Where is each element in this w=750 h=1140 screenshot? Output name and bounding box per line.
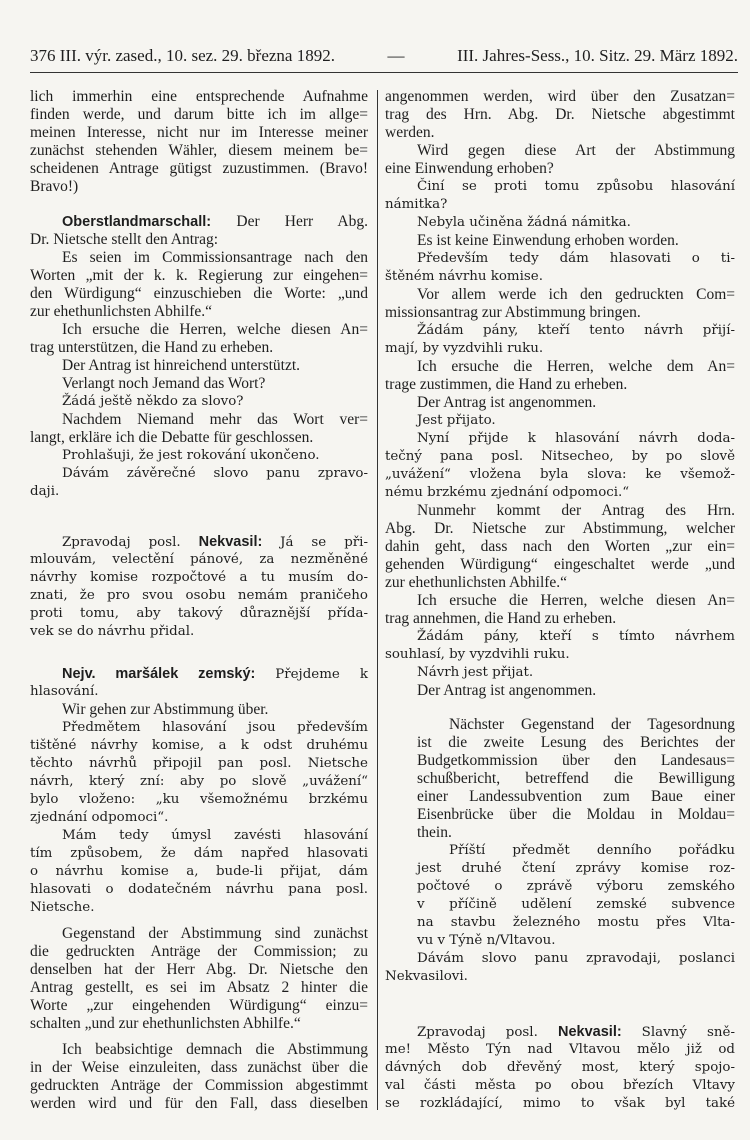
paragraph <box>385 250 735 286</box>
text-line: gedruckten Anträge der Commission abgestimmt <box>30 1077 368 1094</box>
text-line: Budgetkommission über den Landesaus= <box>417 752 735 769</box>
text-line: finden werde, und darum bitte ich im allge= <box>30 106 368 123</box>
speaker-name: Oberstlandmarschall: <box>62 214 237 230</box>
text-line: se rozkládající, mimo to však byl také <box>385 1096 735 1111</box>
text-line: Wird gegen diese Art der Abstimmung <box>417 142 735 159</box>
text-line: návrhy komise rozpočtové a tu musím do- <box>30 570 368 585</box>
text-line: Dávám závěrečné slovo panu zpravo- <box>62 466 368 481</box>
header-separator: — <box>387 46 405 65</box>
paragraph <box>385 358 735 394</box>
paragraph <box>30 213 368 249</box>
speaker-name: Nejv. maršálek zemský: <box>62 666 276 682</box>
text-line: Žádám pány, kteří s tímto návrhem <box>417 629 735 644</box>
text-line: Worte „zur eingehenden Würdigung“ einzu= <box>30 997 368 1014</box>
text-line: Verlangt noch Jemand das Wort? <box>62 375 266 392</box>
text-line: thein. <box>417 824 452 841</box>
text-line: jest druhé čtení zprávy komise roz- <box>417 861 735 876</box>
text-line: Žádá ještě někdo za slovo? <box>62 394 244 409</box>
header-german: III. Jahres-Sess., 10. Sitz. 29. März 1892. <box>457 46 738 65</box>
speaker-name: Nekvasil: <box>558 1024 642 1040</box>
text-line: denselben hat der Herr Abg. Dr. Nietsche den <box>30 961 368 978</box>
speaker-title: Zpravodaj posl. <box>62 535 199 550</box>
paragraph <box>385 142 735 178</box>
text-line: Předmětem hlasování jsou především <box>62 720 368 735</box>
text-line: missionsantrag zur Abstimmung bringen. <box>385 304 641 321</box>
text-line: Nunmehr kommt der Antrag des Hrn. <box>417 502 735 519</box>
text-line: Vor allem werde ich den gedruckten Com= <box>417 286 735 303</box>
paragraph <box>30 925 368 1033</box>
text-line: Es ist keine Einwendung erhoben worden. <box>417 232 679 249</box>
paragraph <box>385 950 735 986</box>
text-line: Žádám pány, kteří tento návrh přijí- <box>417 323 735 338</box>
text-line: zjednání odpomoci“. <box>30 810 169 825</box>
text-line: vek se do návrhu přidal. <box>30 624 195 639</box>
paragraph <box>385 502 735 592</box>
text-line: lich immerhin eine entsprechende Aufnahme <box>30 88 368 105</box>
text-line: zur ehethunlichsten Abhilfe.“ <box>30 303 213 320</box>
paragraph <box>385 592 735 628</box>
paragraph <box>30 1041 368 1113</box>
paragraph <box>30 249 368 321</box>
paragraph <box>385 214 735 232</box>
text-line: eine Einwendung erhoben? <box>385 160 554 177</box>
text-line: meinen Interesse, nicht nur im Interesse meiner <box>30 124 368 141</box>
text-line: Der Antrag ist hinreichend unterstützt. <box>62 357 301 374</box>
paragraph <box>30 665 368 701</box>
text-line: Ich ersuche die Herren, welche diesen An= <box>62 321 368 338</box>
text-line <box>30 533 368 551</box>
text-line: daji. <box>30 484 60 499</box>
paragraph <box>30 411 368 447</box>
text-line: angenommen werden, wird über den Zusatzan= <box>385 88 735 105</box>
text-line: trag annehmen, die Hand zu erheben. <box>385 610 617 627</box>
text-line: val části města po obou březích Vltavy <box>385 1078 735 1093</box>
text-line: Nietsche. <box>30 900 95 915</box>
paragraph <box>385 682 735 700</box>
column-divider <box>377 90 378 1110</box>
text-line: tečný pana posl. Nitsecheo, by po slově <box>385 449 735 464</box>
text-line: Nekvasilovi. <box>385 969 468 984</box>
text-line: znati, že pro svou osobu nemám praničeho <box>30 588 368 603</box>
text-line: tištěné návrhy komise, a k odst druhému <box>30 738 368 753</box>
paragraph <box>385 842 735 950</box>
paragraph <box>30 827 368 917</box>
paragraph <box>30 533 368 641</box>
text-line: mlouvám, velectění pánové, za nezměněné <box>30 552 368 567</box>
text-line: trag des Hrn. Abg. Dr. Nietsche abgestimmt <box>385 106 735 123</box>
speech-text: Der Herr Abg. <box>236 213 368 230</box>
text-line: Der Antrag ist angenommen. <box>417 682 597 699</box>
paragraph <box>30 88 368 196</box>
paragraph <box>385 664 735 682</box>
paragraph <box>385 716 735 842</box>
text-line <box>30 665 368 683</box>
text-line: ist die zweite Lesung des Berichtes der <box>417 734 735 751</box>
paragraph <box>30 447 368 465</box>
text-line: dávných dob dřevěný most, který spojo- <box>385 1060 735 1075</box>
text-line: Es seien im Commissionsantrage nach den <box>62 249 368 266</box>
text-line: Nachdem Niemand mehr das Wort ver= <box>62 411 368 428</box>
text-line: vu v Týně n/Vltavou. <box>417 933 556 948</box>
text-line: me! Město Týn nad Vltavou mělo již od <box>385 1042 735 1057</box>
text-line: Jest přijato. <box>417 413 496 428</box>
text-line: langt, erkläre ich die Debatte für geschlossen. <box>30 429 314 446</box>
text-line: Nebyla učiněna žádná námitka. <box>417 215 631 230</box>
paragraph <box>385 394 735 412</box>
text-line: Mám tedy úmysl zavésti hlasování <box>62 828 368 843</box>
text-line: Wir gehen zur Abstimmung über. <box>62 701 269 718</box>
paragraph <box>385 412 735 430</box>
running-header <box>30 46 738 70</box>
text-line: těchto návrhů připojil pan posl. Nietsche <box>30 756 368 771</box>
text-line: Ich beabsichtige demnach die Abstimmung <box>62 1041 368 1058</box>
text-line: Nächster Gegenstand der Tagesordnung <box>449 716 735 733</box>
header-czech: 376 III. výr. zased., 10. sez. 29. března 1892. <box>30 46 335 65</box>
text-line: nému brzkému zjednání odpomoci.“ <box>385 485 630 500</box>
text-line: Worten „mit der k. k. Regierung zur eingehen= <box>30 267 368 284</box>
text-line: štěném návrhu komise. <box>385 269 543 284</box>
text-line: schalten „und zur ehethunlichsten Abhilfe.“ <box>30 1015 301 1032</box>
text-line: počtové o zprávě výboru zemského <box>417 879 735 894</box>
text-line: hlasovati o dodatečném návrhu pana posl. <box>30 882 368 897</box>
speech-text: Slavný sně- <box>641 1025 735 1040</box>
text-line: Ich ersuche die Herren, welche diesen An= <box>417 592 735 609</box>
header-rule <box>30 72 738 73</box>
text-line: „uvážení“ vložena byla slova: ke všemož- <box>385 467 735 482</box>
speaker-title: Zpravodaj posl. <box>417 1025 559 1040</box>
text-line: na stavbu železného mostu přes Vlta- <box>417 915 735 930</box>
paragraph <box>385 628 735 664</box>
text-line: hlasování. <box>30 684 99 699</box>
text-line: návrh, který zní: aby po slově „uvážení“ <box>30 774 368 789</box>
text-line: Der Antrag ist angenommen. <box>417 394 597 411</box>
text-line: o návrhu komise a, bude-li přijat, dám <box>30 864 368 879</box>
paragraph <box>30 357 368 375</box>
paragraph <box>30 719 368 827</box>
text-line: schußbericht, betreffend die Bewilligung <box>417 770 735 787</box>
text-line: einer Landessubvention zum Baue einer <box>417 788 735 805</box>
paragraph <box>30 393 368 411</box>
text-line <box>385 1023 735 1041</box>
right-column <box>385 88 735 1113</box>
text-line: Především tedy dám hlasovati o ti- <box>417 251 735 266</box>
text-line: v příčině udělení zemské subvence <box>417 897 735 912</box>
text-line: Dávám slovo panu zpravodaji, poslanci <box>417 951 735 966</box>
text-line: Prohlašuji, že jest rokování ukončeno. <box>62 448 320 463</box>
text-line: námitka? <box>385 197 448 212</box>
speech-text: Přejdeme k <box>275 667 369 682</box>
text-line: den Würdigung“ einzuschieben die Worte: „und <box>30 285 368 302</box>
text-line: zur ehethunlichsten Abhilfe.“ <box>385 574 568 591</box>
text-line: Činí se proti tomu způsobu hlasování <box>417 179 735 194</box>
paragraph <box>385 88 735 142</box>
paragraph <box>30 701 368 719</box>
paragraph <box>30 375 368 393</box>
text-line: mají, by vyzdvihli ruku. <box>385 341 544 356</box>
text-line: Bravo!) <box>30 178 79 195</box>
text-line: trage zustimmen, die Hand zu erheben. <box>385 376 628 393</box>
paragraph <box>385 232 735 250</box>
paragraph <box>30 465 368 501</box>
paragraph <box>385 178 735 214</box>
paragraph <box>385 430 735 502</box>
text-line: dahin geht, dass nach den Worten „zur ein= <box>385 538 735 555</box>
text-line: souhlasí, by vyzdvihli ruku. <box>385 647 570 662</box>
paragraph <box>385 286 735 322</box>
text-line: Gegenstand der Abstimmung sind zunächst <box>62 925 368 942</box>
text-line: zunächst stehenden Wähler, diesem meinem be= <box>30 142 368 159</box>
text-line: Antrag gestellt, es sei im Absatz 2 hinter die <box>30 979 368 996</box>
text-line: in der Weise einzuleiten, dass zunächst über die <box>30 1059 368 1076</box>
text-line: Abg. Dr. Nietsche zur Abstimmung, welcher <box>385 520 735 537</box>
paragraph <box>30 321 368 357</box>
text-line: gehenden Würdigung“ eingeschaltet werde „und <box>385 556 735 573</box>
speaker-name: Nekvasil: <box>198 534 281 550</box>
text-line: Ich ersuche die Herren, welche dem An= <box>417 358 735 375</box>
speech-text: Já se při- <box>280 535 368 550</box>
text-line: werden. <box>385 124 435 141</box>
text-line: proti tomu, aby takový důraznější přída- <box>30 606 368 621</box>
text-line: werden wird und für den Fall, dass dieselben <box>30 1095 368 1112</box>
left-column <box>30 88 368 1113</box>
text-line: Dr. Nietsche stellt den Antrag: <box>30 231 219 248</box>
text-line: die gedruckten Anträge der Commission; zu <box>30 943 368 960</box>
text-line: scheidenen Antrage gütigst zuzustimmen. (Bravo! <box>30 160 368 177</box>
text-line: Návrh jest přijat. <box>417 665 534 680</box>
text-line: Nyní přijde k hlasování návrh doda- <box>417 431 735 446</box>
paragraph <box>385 322 735 358</box>
text-line: Příští předmět denního pořádku <box>449 843 735 858</box>
text-line: trag unterstützen, die Hand zu erheben. <box>30 339 274 356</box>
text-line <box>30 213 368 231</box>
text-line: tím způsobem, že dám napřed hlasovati <box>30 846 368 861</box>
paragraph <box>385 1023 735 1113</box>
text-line: bylo vloženo: „ku všemožnému brzkému <box>30 792 368 807</box>
text-line: Eisenbrücke über die Moldau in Moldau= <box>417 806 735 823</box>
